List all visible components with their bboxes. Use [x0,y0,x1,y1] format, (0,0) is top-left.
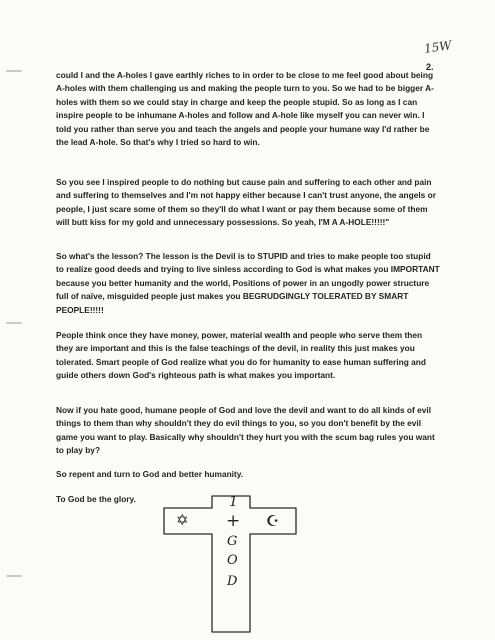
paragraph: So you see I inspired people to do nothing but cause pain and suffering to each other and pain and suffering to themselves and I'm not happy either because I can't trust anyone, the angels or people, I just scare some of them so they'll do what I want or pay them because some of them will butt kiss for my gold and unnecessary possessions. So yeah, I'M A A-HOLE!!!!!" [56,177,436,228]
cross-letter: G [227,534,238,549]
cross-letter: D [227,574,238,589]
binder-hole-mark [6,575,22,577]
paragraph: So what's the lesson? The lesson is the Devil is to STUPID and tries to make people too stupid to realize good deeds and trying to live sinless according to God is what makes you IMPORTANT because you better humanity and the world, Positions of power in an ungodly power structure full of naïve, misguided people just makes you BEGRUDGINGLY TOLERATED BY SMART PEOPLE!!!!! [56,251,440,315]
hand-drawn-cross [156,494,306,634]
closing-line: To God be the glory. [56,494,136,504]
binder-hole-mark [6,322,22,324]
star-of-david-icon: ✡ [176,511,189,529]
paragraph: Now if you hate good, humane people of God and love the devil and want to do all kinds of evil things to them than why shouldn't they do evil things to you, so you don't benefit by the evil game you want to play. Basically why shouldn't they hurt you with the scum bag rules you want to play by? [56,405,435,456]
closing-line: So repent and turn to God and better humanity. [56,469,244,479]
binder-hole-mark [6,70,22,72]
page-number: 2. [426,62,434,72]
cross-letter: O [227,553,238,568]
paragraph: People think once they have money, power, material wealth and people who serve them then they are important and this is the false teachings of the devil, in reality this just makes you tolerated. Smart people of God realize what you do for humanity to ease human suffering and guide others down God's righteous path is what makes you important. [56,330,426,381]
cross-top-number: 1 [229,494,238,510]
paragraph: could I and the A-holes I gave earthly riches to in order to be close to me feel good about being A-holes with them challenging us and making the people turn to you. So we had to be bigger A-holes with them so we could stay in charge and keep the people stupid. So as long as I can inspire people to be inhumane A-holes and follow and A-hole like myself you can never win. I told you rather than serve you and teach the angels and people your humane way I'd rather be the lead A-hole. So that's why I tried so hard to win. [56,70,434,148]
cross-center-mark: + [226,511,241,531]
handwritten-page-mark: 15W [423,38,453,56]
crescent-star-icon: ☪ [266,512,280,530]
